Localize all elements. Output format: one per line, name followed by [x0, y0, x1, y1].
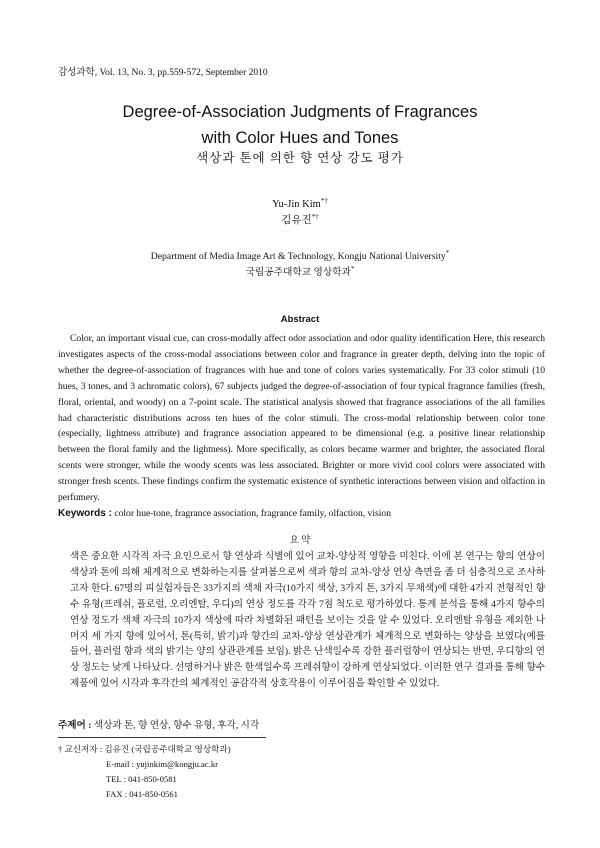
author-mark-ko: *†: [311, 213, 319, 221]
paper-title-line-1: Degree-of-Association Judgments of Fragrances: [122, 103, 478, 121]
affiliation-korean: [0, 264, 600, 278]
author-name-korean: [0, 212, 600, 227]
abstract-text: Color, an important visual cue, can cross-modally affect odor association and odor quality identification Here, this research investigates aspects of the cross-modal associations between color and fragrance in greater depth, delving into the topic of whether the degree-of-association of fragrances with hue and tone of colors varies systematically. For 33 color stimuli (10 hues, 3 tones, and 3 achromatic colors), 67 subjects judged the degree-of-association of four typical fragrance families (fresh, floral, oriental, and woody) on a 7-point scale. The statistical analysis showed that fragrance associations of the all families had characteristic distributions across ten hues of the color stimuli. The cross-modal relationship between color tone (especially, lightness attribute) and fragrance association appeared to be dimensional (e.g. a positive linear relationship between the floral family and the lightness). More specifically, as colors became warmer and brighter, the associated floral scents were stronger, while the woody scents was less associated. Brighter or more vivid cool colors were associated with stronger fresh scents. These findings confirm the systematic existence of synthetic interactions between vision and olfaction in perfumery.: [58, 333, 545, 504]
paper-title-line-2: with Color Hues and Tones: [201, 129, 399, 147]
author-name: Yu-Jin Kim: [272, 199, 321, 210]
footnote-divider: [58, 737, 266, 738]
corresponding-author-footnote: [58, 742, 231, 802]
footnote-email: E-mail : yujinkim@kongju.ac.kr: [106, 759, 218, 769]
affiliation-text: Department of Media Image Art & Technology, Kongju National University: [150, 251, 446, 262]
korean-keywords-label: 주제어 :: [58, 720, 92, 731]
author-name-ko: 김유진: [281, 215, 312, 226]
keywords-label: Keywords :: [58, 508, 112, 519]
affiliation-english: [0, 249, 600, 262]
abstract-body: [58, 331, 545, 506]
footnote-fax: FAX : 041-850-0561: [106, 789, 178, 799]
author-name-english: [0, 197, 600, 210]
korean-keywords-text: 색상과 톤, 향 연상, 향수 유형, 후각, 시각: [93, 720, 260, 731]
korean-summary-body: 색은 중요한 시각적 자극 요인으로서 향 연상과 식별에 있어 교차-양상적 영향을 미친다. 이에 본 연구는 향의 연상이 색상과 톤에 의해 체계적으로 변화하는지를 살펴봄으로써 색과 향의 교차-양상 연상 측면을 좀 더 심층적으로 조사하고자 한다. 67명의 피실험자들은 33가지의 색채 자극(10가지 색상, 3가지 톤, 3가지 무채색)에 대한 4가지 전형적인 향수 유형(프레쉬, 플로럴, 오리엔탈, 우디)의 연상 정도를 각각 7점 척도로 평가하였다. 통계 분석을 통해 4가지 향수의 연상 정도가 색채 자극의 10가지 색상에 따라 차별화된 패턴을 보이는 것을 알 수 있었다. 오리엔탈 유형을 제외한 나머지 세 가지 향에 있어서, 톤(특히, 밝기)과 향간의 교차-양상 연상관계가 체계적으로 변화하는 양상을 보였다(예를 들어, 플러럴 향과 색의 밝기는 양의 상관관계를 보임). 밝은 난색일수록 강한 플러럴향이 연상되는 반면, 우디향의 연상 정도는 낮게 나타났다. 선명하거나 밝은 한색일수록 프레쉬향이 강하게 연상되었다. 이러한 연구 결과를 통해 향수제품에 있어 시각과 후각간의 체계적인 공감각적 상호작용이 이루어짐을 확인할 수 있었다.: [70, 551, 545, 690]
korean-keywords-line: [58, 717, 545, 731]
footnote-mark: †: [58, 744, 63, 754]
author-mark: *†: [320, 197, 328, 205]
korean-summary-heading: 요 약: [289, 536, 311, 546]
footnote-tel: TEL : 041-850-0581: [106, 774, 177, 784]
paper-title: [40, 99, 560, 151]
keywords-text: color hue-tone, fragrance association, fragrance family, olfaction, vision: [114, 508, 391, 519]
keywords-line: [58, 508, 545, 519]
footnote-line-author: [58, 742, 231, 757]
footnote-author-text: 교신저자 : 김유진 (국립공주대학교 영상학과): [64, 744, 231, 754]
abstract-heading: Abstract: [280, 314, 320, 325]
affiliation-mark: *: [445, 249, 450, 257]
affiliation-mark-ko: *: [350, 265, 355, 273]
paper-title-korean: 색상과 톤에 의한 향 연상 강도 평가: [196, 151, 404, 165]
journal-citation: 감성과학, Vol. 13, No. 3, pp.559-572, September 2010: [58, 68, 268, 78]
affiliation-text-ko: 국립공주대학교 영상학과: [245, 267, 351, 278]
